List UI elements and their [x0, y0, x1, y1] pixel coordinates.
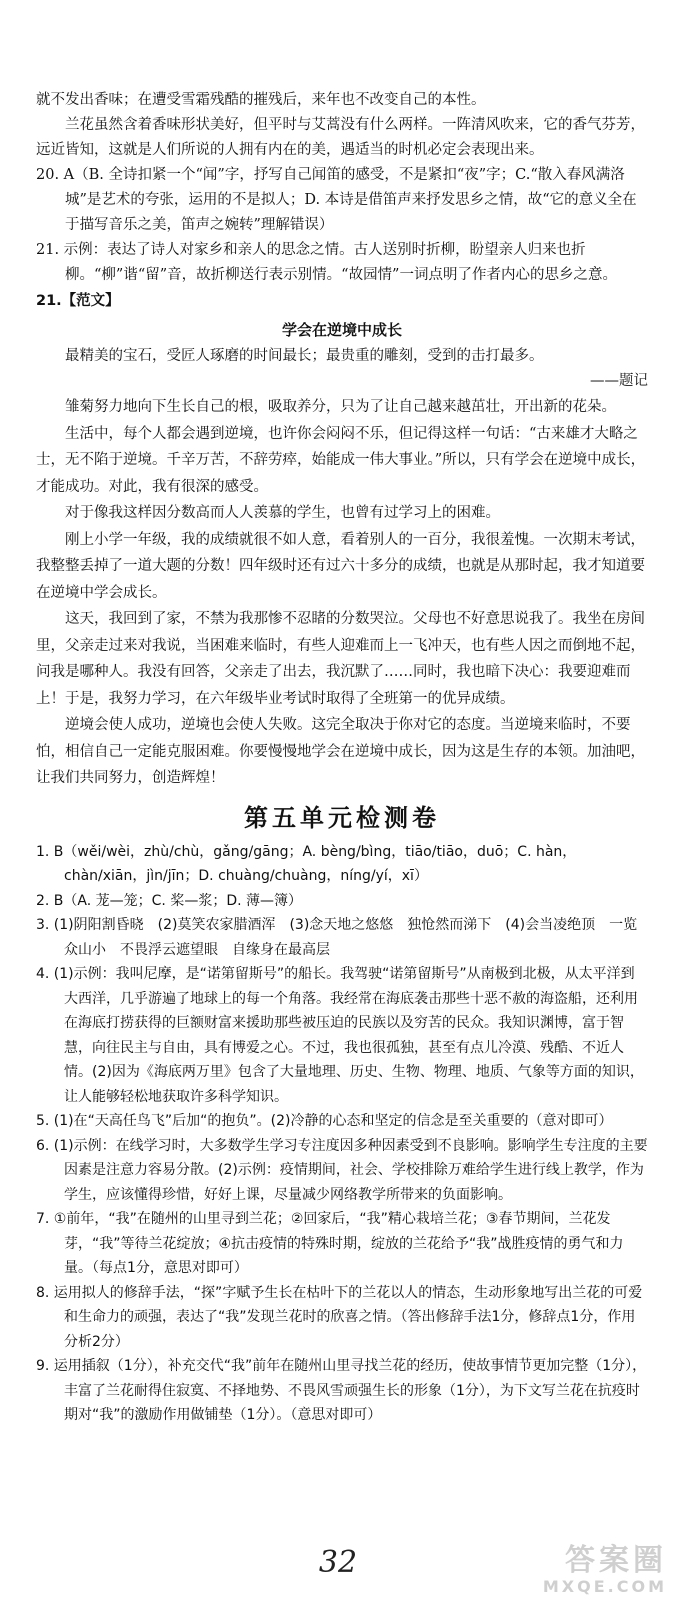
essay-title: 学会在逆境中成长: [281, 321, 402, 339]
unit-five-answers: [36, 840, 648, 1428]
watermark-url: MXQE.COM: [542, 1577, 667, 1596]
page-number: 32: [318, 1545, 358, 1580]
answer-item: 5. (1)在“天高任鸟飞”后加“的抱负”。(2)冷静的心态和坚定的信念是至关重要的（意对即可）: [36, 1113, 613, 1129]
page-content: [36, 88, 648, 1428]
essay-epigraph-source: ——题记: [590, 373, 648, 389]
essay-paragraph: 逆境会使人成功，逆境也会使人失败。这完全取决于你对它的态度。当逆境来临时，不要怕，相信自己一定能克服困难。你要慢慢地学会在逆境中成长，因为这是生存的本领。加油吧，让我们共同努力，创造辉煌！: [36, 717, 645, 786]
section-title: 第五单元检测卷: [244, 802, 440, 832]
answer-item: 2. B（A. 茏—笼；C. 桨—浆；D. 薄—簿）: [36, 892, 302, 909]
essay-paragraph: 对于像我这样因分数高而人人羡慕的学生，也曾有过学习上的困难。: [65, 505, 500, 521]
answer-item: 7. ①前年，“我”在随州的山里寻到兰花；②回家后，“我”精心栽培兰花；③春节期间，兰花发芽，“我”等待兰花绽放；④抗击疫情的特殊时期，绽放的兰花给予“我”战胜疫情的勇气和力量。（每点1分，意思对即可）: [36, 1211, 624, 1276]
essay-paragraph: 刚上小学一年级，我的成绩就很不如人意，看着别人的一百分，我很羞愧。一次期末考试，我整整丢掉了一道大题的分数！四年级时还有过六十多分的成绩，也就是从那时起，我才知道要在逆境中学会成长。: [36, 531, 645, 601]
paragraph-continuation: 就不发出香味；在遭受雪霜残酷的摧残后，来年也不改变自己的本性。: [36, 92, 486, 108]
answer-item: 9. 运用插叙（1分），补充交代“我”前年在随州山里寻找兰花的经历，使故事情节更加完整（1分），丰富了兰花耐得住寂寞、不择地势、不畏风雪顽强生长的形象（1分），为下文写兰花在抗疫时期对“我”的激励作用做铺垫（1分）。（意思对即可）: [36, 1358, 647, 1423]
essay-paragraph: 雏菊努力地向下生长自己的根，吸取养分，只为了让自己越来越茁壮，开出新的花朵。: [65, 399, 616, 415]
watermark-logo: [437, 1536, 667, 1596]
answer-20: 20. A（B. 全诗扣紧一个“闻”字，抒写自己闻笛的感受，不是紧扣“夜”字；C.“散入春风满洛城”是艺术的夸张，运用的不是拟人；D. 本诗是借笛声来抒发思乡之情，故“它的意义全在于描写音乐之美，笛声之婉转”理解错误）: [36, 167, 637, 233]
paragraph-orchid: 兰花虽然含着香味形状美好，但平时与艾蒿没有什么两样。一阵清风吹来，它的香气芬芳，远近皆知，这就是人们所说的人拥有内在的美，遇适当的时机必定会表现出来。: [36, 117, 645, 158]
answer-item: 4. (1)示例：我叫尼摩，是“诺第留斯号”的船长。我驾驶“诺第留斯号”从南极到北极，从太平洋到大西洋，几乎游遍了地球上的每一个角落。我经常在海底袭击那些十恶不赦的海盗船，还利用在海底打捞获得的巨额财富来援助那些被压迫的民族以及穷苦的民众。我知识渊博，富于智慧，向往民主与自由，具有博爱之心。不过，我也很孤独，甚至有点儿冷漠、残酷、不近人情。(2)因为《海底两万里》包含了大量地理、历史、生物、物理、地质、气象等方面的知识，让人能够轻松地获取许多科学知识。: [36, 966, 644, 1105]
watermark-text: 答案圈: [565, 1543, 667, 1578]
answer-item: 3. (1)阴阳割昏晓 (2)莫笑农家腊酒浑 (3)念天地之悠悠 独怆然而涕下 (4)会当凌绝顶 一览众山小 不畏浮云遮望眼 自缘身在最高层: [36, 917, 638, 958]
answer-item: 6. (1)示例：在线学习时，大多数学生学习专注度因多种因素受到不良影响。影响学生专注度的主要因素是注意力容易分散。(2)示例：疫情期间，社会、学校排除万难给学生进行线上教学，作为学生，应该懂得珍惜，好好上课，尽量减少网络教学所带来的负面影响。: [36, 1137, 648, 1203]
answer-21: 21. 示例：表达了诗人对家乡和亲人的思念之情。古人送别时折柳，盼望亲人归来也折柳。“柳”谐“留”音，故折柳送行表示别情。“故园情”一词点明了作者内心的思乡之意。: [36, 242, 617, 283]
answer-item: 1. B（wěi/wèi，zhù/chù，gǎng/gāng；A. bèng/bìng，tiāo/tiāo，duō；C. hàn，chàn/xiān，jìn/jīn；D. chuàng/chuàng，níng/yí，xī）: [36, 843, 577, 884]
essay-paragraph: 生活中，每个人都会遇到逆境，也许你会闷闷不乐，但记得这样一句话：“古来雄才大略之士，无不陷于逆境。千辛万苦，不辞劳瘁，始能成一伟大事业。”所以，只有学会在逆境中成长，才能成功。对此，我有很深的感受。: [36, 425, 646, 495]
essay-epigraph: 最精美的宝石，受匠人琢磨的时间最长；最贵重的雕刻，受到的击打最多。: [65, 348, 544, 364]
essay-paragraph: 这天，我回到了家，不禁为我那惨不忍睹的分数哭泣。父母也不好意思说我了。我坐在房间里，父亲走过来对我说，当困难来临时，有些人迎难而上一飞冲天，也有些人因之而倒地不起，问我是哪种人。我没有回答，父亲走了出去，我沉默了……同时，我也暗下决心：我要迎难而上！于是，我努力学习，在六年级毕业考试时取得了全班第一的优异成绩。: [36, 611, 645, 707]
essay-label: 21.【范文】: [36, 293, 120, 309]
answer-item: 8. 运用拟人的修辞手法，“探”字赋予生长在枯叶下的兰花以人的情态，生动形象地写出兰花的可爱和生命力的顽强，表达了“我”发现兰花时的欣喜之情。（答出修辞手法1分，修辞点1分，作用分析2分）: [36, 1284, 643, 1350]
model-essay: [36, 288, 648, 792]
